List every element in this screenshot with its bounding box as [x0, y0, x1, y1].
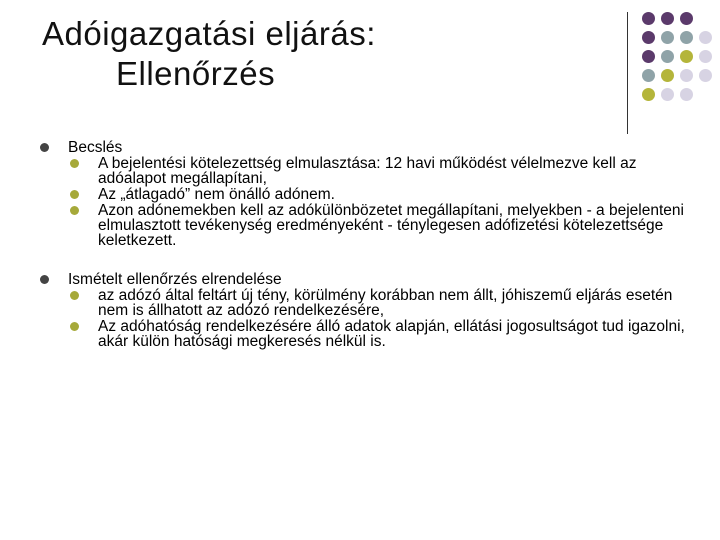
decorative-dot — [661, 69, 674, 82]
sub-item — [68, 288, 690, 318]
decorative-dot — [642, 12, 655, 25]
decorative-divider — [627, 12, 628, 134]
decorative-dot — [661, 88, 674, 101]
bullet-item-ismetelt-ellenorzes — [40, 272, 690, 349]
sub-bullet-icon — [70, 291, 79, 300]
decorative-dot — [680, 88, 693, 101]
decorative-dot — [699, 31, 712, 44]
decorative-dot — [642, 31, 655, 44]
bullet-content — [40, 140, 690, 349]
decorative-dot — [680, 69, 693, 82]
decorative-dot — [642, 69, 655, 82]
decorative-dot — [680, 12, 693, 25]
decorative-dot — [661, 50, 674, 63]
title-line-2: Ellenőrzés — [116, 55, 276, 92]
decorative-dot — [661, 31, 674, 44]
sub-list — [68, 288, 690, 349]
decorative-dot — [642, 88, 655, 101]
sub-list — [68, 156, 690, 248]
decorative-dot — [699, 50, 712, 63]
decorative-dot — [661, 12, 674, 25]
sub-item — [68, 319, 690, 349]
sub-item — [68, 203, 690, 248]
bullet-text: Becslés — [68, 139, 123, 156]
title-line-1: Adóigazgatási eljárás: — [42, 15, 376, 52]
slide-title — [42, 14, 376, 94]
decorative-dot — [680, 31, 693, 44]
sub-item-text: Az „átlagadó” nem önálló adónem. — [98, 186, 335, 203]
sub-item-text: Az adóhatóság rendelkezésére álló adatok alapján, ellátási jogosultságot tud igazolni, akár külön hatósági megkeresés nélkül is. — [98, 318, 685, 350]
sub-item-text: az adózó által feltárt új tény, körülmény korábban nem állt, jóhiszemű eljárás esetén nem is állhatott az adózó rendelkezésére, — [98, 287, 673, 319]
sub-bullet-icon — [70, 159, 79, 168]
decorative-dot — [680, 50, 693, 63]
decorative-dot — [642, 50, 655, 63]
sub-bullet-icon — [70, 206, 79, 215]
sub-item-text: A bejelentési kötelezettség elmulasztása: 12 havi működést vélelmezve kell az adóalapot megállapítani, — [98, 155, 637, 187]
decorative-dot — [699, 69, 712, 82]
sub-item — [68, 187, 690, 202]
sub-item-text: Azon adónemekben kell az adókülönbözetet megállapítani, melyekben - a bejelenteni elmulasztott tevékenység eredményeként - ténylegesen adófizetési kötelezettsége keletkezett. — [98, 202, 684, 249]
sub-item — [68, 156, 690, 186]
bullet-icon — [40, 143, 49, 152]
sub-bullet-icon — [70, 190, 79, 199]
bullet-item-becsles — [40, 140, 690, 248]
bullet-text: Ismételt ellenőrzés elrendelése — [68, 271, 282, 288]
bullet-icon — [40, 275, 49, 284]
sub-bullet-icon — [70, 322, 79, 331]
